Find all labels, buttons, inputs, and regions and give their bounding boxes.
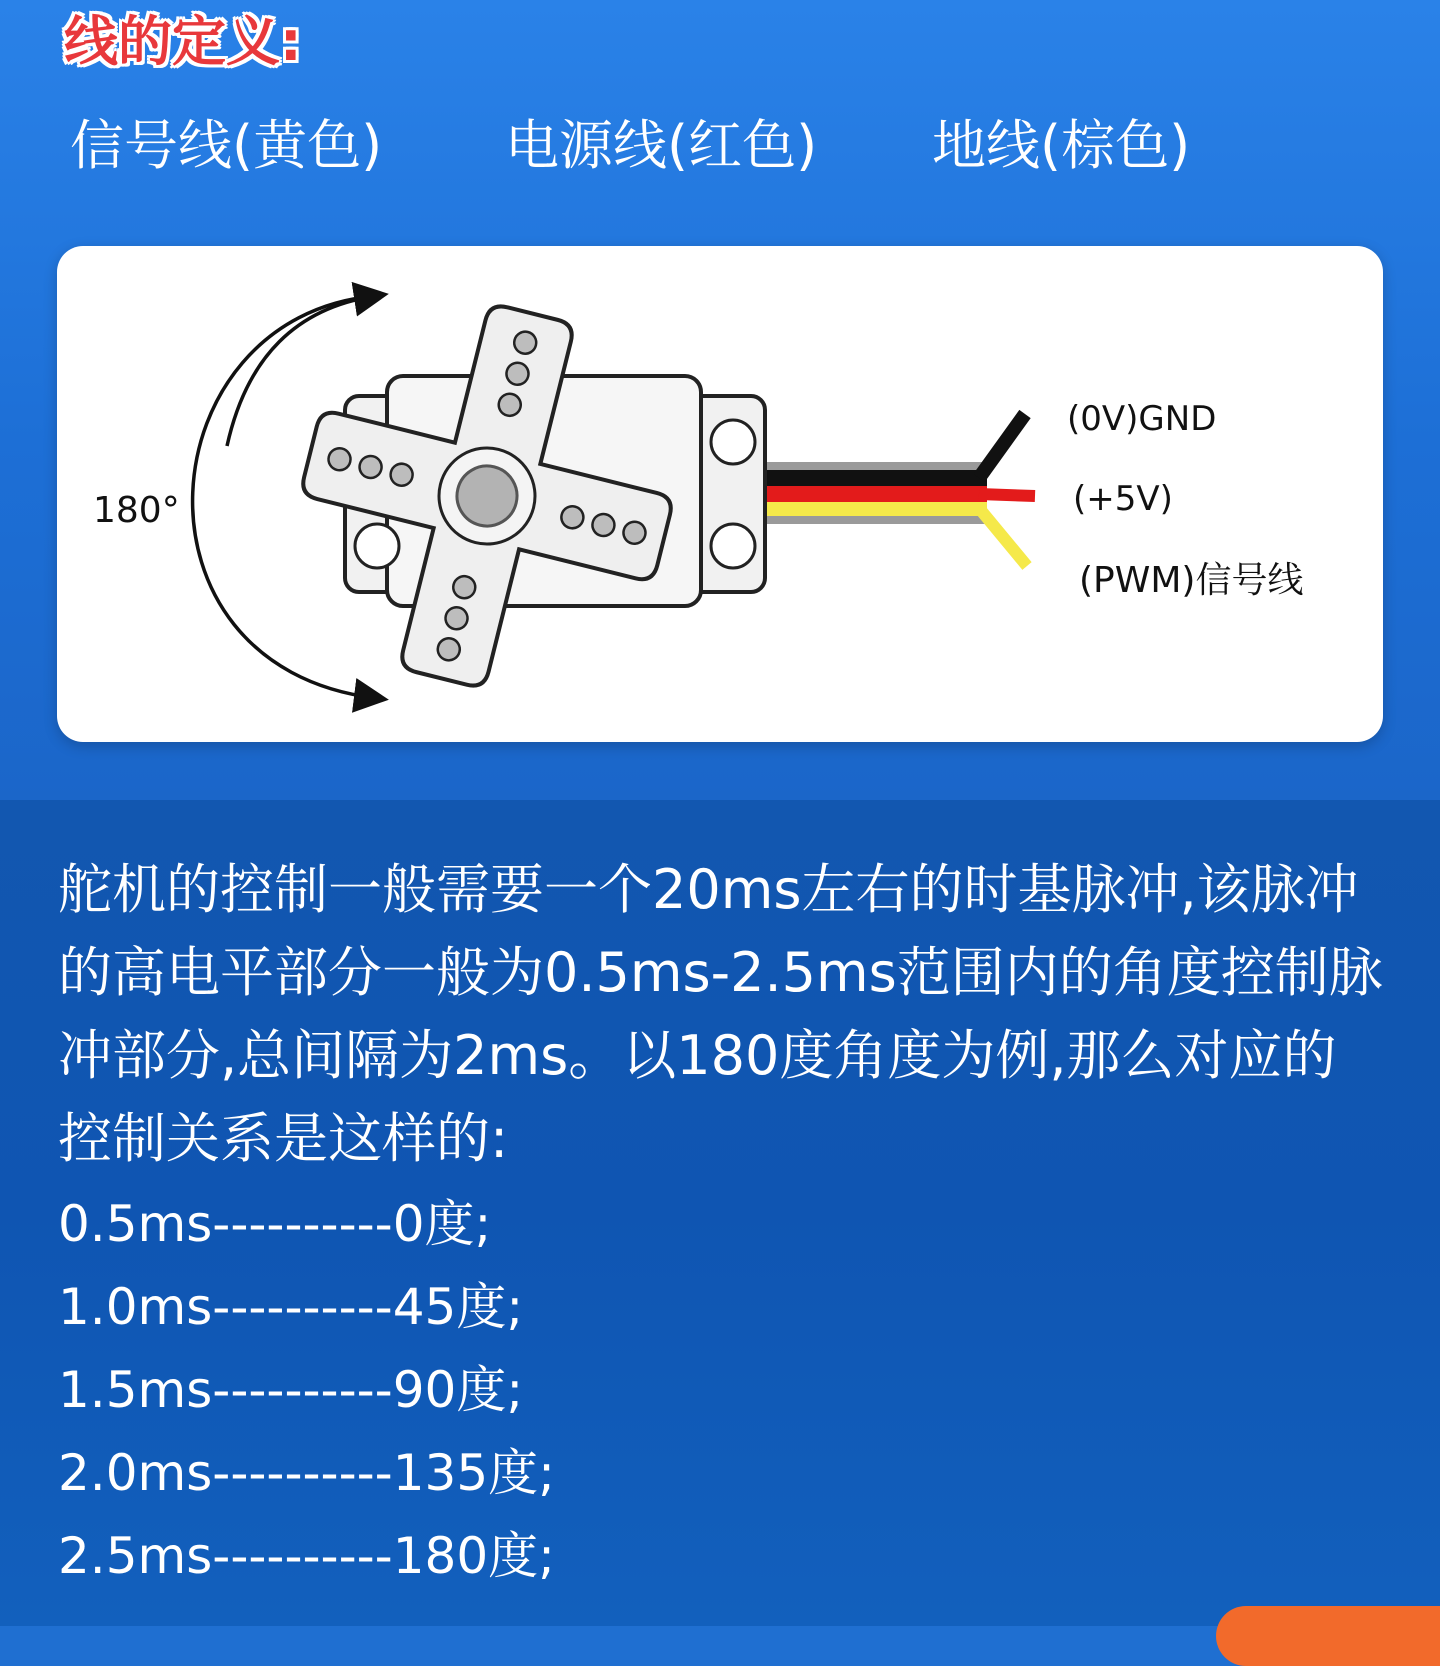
wire-red [757, 486, 987, 502]
mapping-item: 1.5ms----------90度; [58, 1361, 524, 1419]
mapping-item: 2.0ms----------135度; [58, 1444, 555, 1502]
label-gnd: (0V)GND [1067, 399, 1217, 439]
wire-red-end [979, 494, 1035, 496]
wire-gray-bottom [757, 516, 987, 524]
label-vcc: (+5V) [1073, 479, 1173, 519]
wire-black-end [979, 414, 1025, 478]
section-heading: 线的定义: [64, 10, 302, 73]
control-description: 舵机的控制一般需要一个20ms左右的时基脉冲,该脉冲的高电平部分一般为0.5ms-2.5ms范围内的角度控制脉冲部分,总间隔为2ms。以180度角度为例,那么对应的控制关系是这样的: [58, 858, 1383, 1170]
mount-hole-top-right [711, 420, 755, 464]
mapping-item: 1.0ms----------45度; [58, 1278, 524, 1336]
servo-diagram [57, 246, 1383, 742]
wire-black [757, 470, 987, 486]
wire-def-signal: 信号线(黄色) [70, 114, 383, 177]
wire-yellow-end [979, 508, 1027, 566]
wire-gray-top [757, 462, 987, 470]
rotation-label: 180° [93, 490, 180, 531]
mapping-item: 2.5ms----------180度; [58, 1527, 555, 1585]
pulse-angle-mapping [58, 1183, 555, 1598]
wire-def-ground: 地线(棕色) [932, 114, 1191, 177]
mapping-item: 0.5ms----------0度; [58, 1195, 492, 1253]
wire-def-power: 电源线(红色) [505, 114, 818, 177]
mount-hole-bottom-left [355, 524, 399, 568]
label-signal: (PWM)信号线 [1079, 560, 1304, 601]
servo-diagram-panel [57, 246, 1383, 742]
wire-yellow [757, 502, 987, 516]
mount-hole-bottom-right [711, 524, 755, 568]
servo-horn [265, 270, 709, 723]
corner-accent [1216, 1606, 1440, 1666]
